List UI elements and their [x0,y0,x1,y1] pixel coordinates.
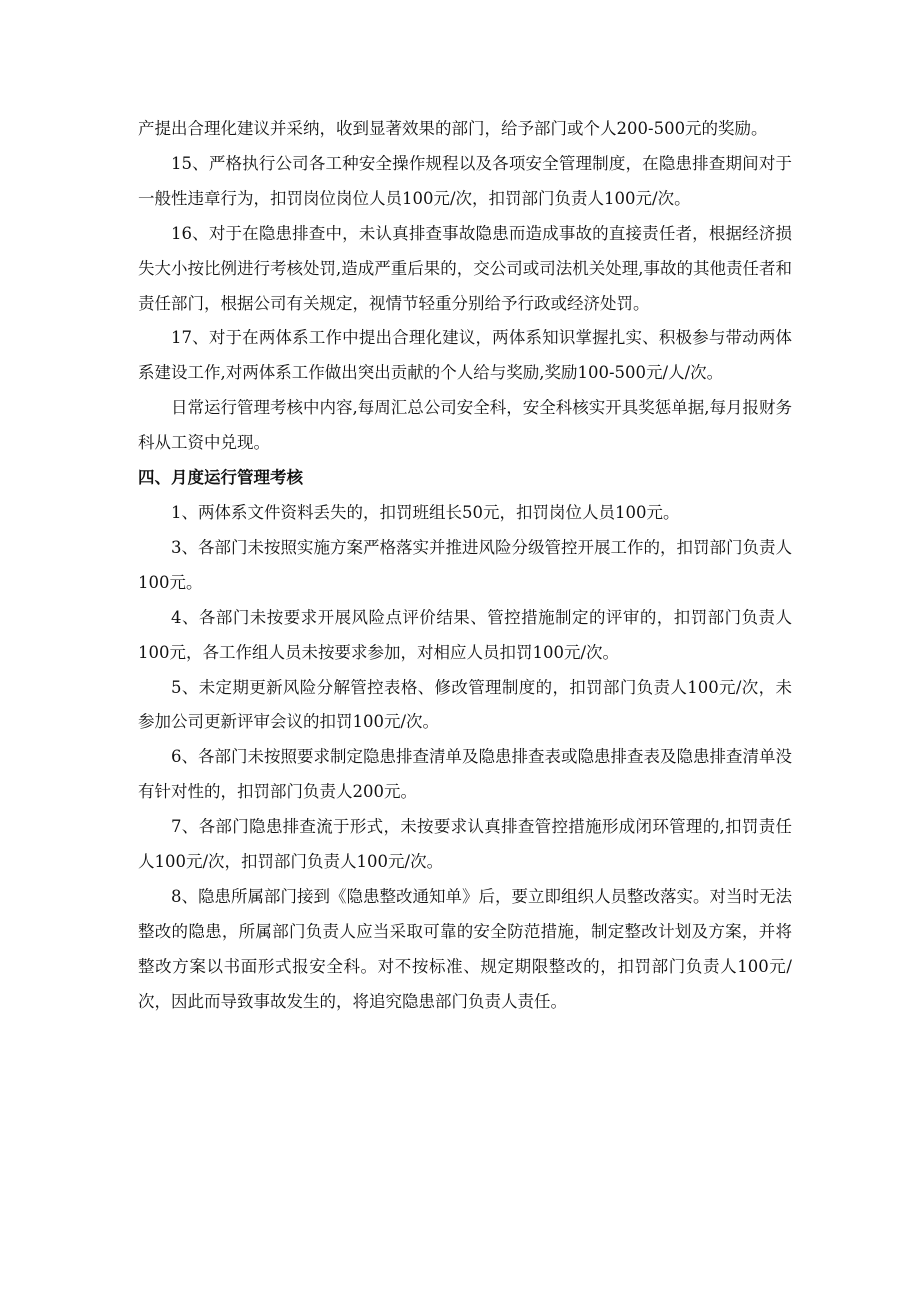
paragraph-monthly-item-1: 1、两体系文件资料丢失的，扣罚班组长50元，扣罚岗位人员100元。 [171,502,680,522]
paragraph-continued-reward: 产提出合理化建议并采纳，收到显著效果的部门，给予部门或个人200-500元的奖励。 [138,119,768,138]
paragraph-monthly-item-8: 8、隐患所属部门接到《隐患整改通知单》后，要立即组织人员整改落实。对当时无法整改的隐患，所属部门负责人应当采取可靠的安全防范措施，制定整改计划及方案，并将整改方案以书面形式报安全科。对不按标准、规定期限整改的，扣罚部门负责人100元/次，因此而导致事故发生的，将追究隐患部门负责人责任。 [138,886,792,1011]
paragraph-monthly-item-7: 7、各部门隐患排查流于形式，未按要求认真排查管控措施形成闭环管理的,扣罚责任人100元/次，扣罚部门负责人100元/次。 [138,817,792,872]
paragraph-monthly-item-4: 4、各部门未按要求开展风险点评价结果、管控措施制定的评审的，扣罚部门负责人100元，各工作组人员未按要求参加，对相应人员扣罚100元/次。 [138,607,792,662]
paragraph-daily-assessment: 日常运行管理考核中内容,每周汇总公司安全科，安全科核实开具奖惩单据,每月报财务科从工资中兑现。 [138,398,792,453]
paragraph-monthly-item-3: 3、各部门未按照实施方案严格落实并推进风险分级管控开展工作的，扣罚部门负责人100元。 [138,537,792,592]
paragraph-item-15: 15、严格执行公司各工种安全操作规程以及各项安全管理制度，在隐患排查期间对于一般性违章行为，扣罚岗位岗位人员100元/次，扣罚部门负责人100元/次。 [138,153,792,208]
paragraph-monthly-item-6: 6、各部门未按照要求制定隐患排查清单及隐患排查表或隐患排查表及隐患排查清单没有针对性的，扣罚部门负责人200元。 [138,747,792,802]
section-heading-monthly-assessment: 四、月度运行管理考核 [138,468,303,488]
paragraph-item-16: 16、对于在隐患排查中，未认真排查事故隐患而造成事故的直接责任者，根据经济损失大小按比例进行考核处罚,造成严重后果的，交公司或司法机关处理,事故的其他责任者和责任部门，根据公司有关规定，视情节轻重分别给予行政或经济处罚。 [138,223,792,313]
paragraph-monthly-item-5: 5、未定期更新风险分解管控表格、修改管理制度的，扣罚部门负责人100元/次，未参加公司更新评审会议的扣罚100元/次。 [138,677,792,732]
document-page [138,112,792,1020]
paragraph-item-17: 17、对于在两体系工作中提出合理化建议，两体系知识掌握扎实、积极参与带动两体系建设工作,对两体系工作做出突出贡献的个人给与奖励,奖励100-500元/人/次。 [138,328,792,383]
